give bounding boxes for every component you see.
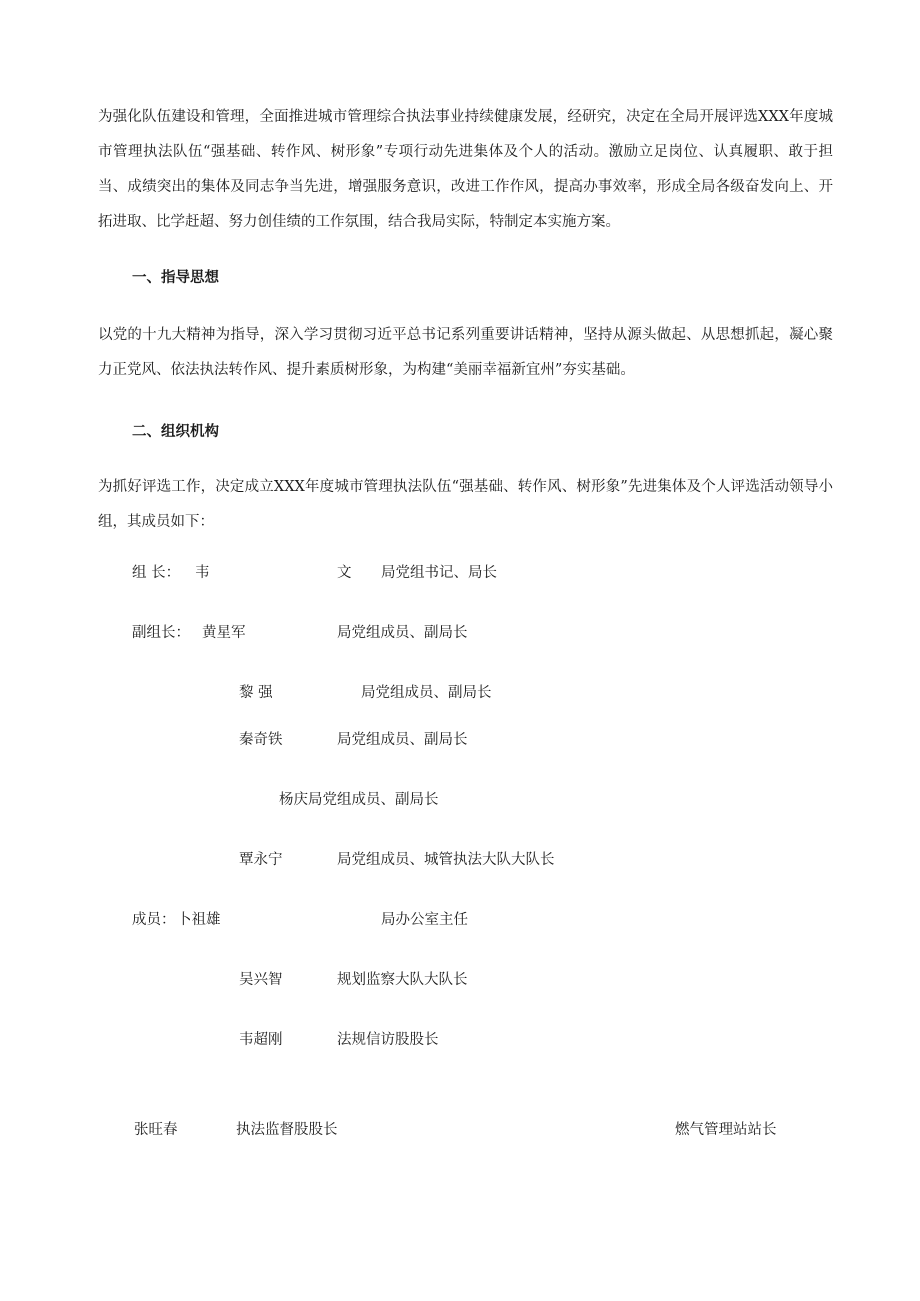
member-role: 法规信访股股长 (337, 1032, 439, 1048)
section-2-body: 为抓好评选工作，决定成立XXX年度城市管理执法队伍“强基础、转作风、树形象”先进集体及个人评选活动领导小组，其成员如下： (98, 479, 833, 530)
deputy-role: 局党组成员、副局长 (337, 625, 468, 641)
member-name: 卜祖雄 (177, 912, 221, 928)
intro-paragraph: 为强化队伍建设和管理，全面推进城市管理综合执法事业持续健康发展，经研究，决定在全局开展评选XXX年度城市管理执法队伍“强基础、转作风、树形象”专项行动先进集体及个人的活动。激励立足岗位、认真履职、敢于担当、成绩突出的集体及同志争当先进，增强服务意识，改进工作作风，提高办事效率，形成全局各级奋发向上、开拓进取、比学赶超、努力创佳绩的工作氛围，结合我局实际，特制定本实施方案。 (98, 109, 833, 230)
member-role: 局办公室主任 (381, 912, 468, 928)
section-1-heading: 一、指导思想 (132, 269, 219, 286)
member-name: 吴兴智 (239, 972, 283, 988)
deputy-role: 局党组成员、城管执法大队大队长 (337, 852, 555, 868)
deputy-name: 覃永宁 (239, 852, 283, 868)
leader-name-first: 韦 (195, 565, 210, 581)
deputy-name: 秦奇铁 (239, 732, 283, 748)
deputy-name: 黄星军 (202, 625, 246, 641)
member-name: 张旺春 (134, 1122, 178, 1138)
section-2-heading: 二、组织机构 (132, 423, 219, 440)
member-role: 执法监督股股长 (236, 1122, 338, 1138)
member-role: 规划监察大队大队长 (337, 972, 468, 988)
member-label: 成员： (132, 912, 176, 928)
deputy-role: 局党组成员、副局长 (361, 685, 492, 701)
deputy-role: 局党组成员、副局长 (337, 732, 468, 748)
deputy-name: 黎 强 (239, 685, 273, 701)
leader-name-second: 文 (337, 565, 352, 581)
section-1-body: 以党的十九大精神为指导，深入学习贯彻习近平总书记系列重要讲话精神，坚持从源头做起、从思想抓起，凝心聚力正党风、依法执法转作风、提升素质树形象，为构建“美丽幸福新宜州”夯实基础。 (98, 327, 833, 378)
leader-label: 组 长： (132, 565, 181, 581)
deputy-role: 局党组成员、副局长 (308, 792, 439, 808)
deputy-label: 副组长： (132, 625, 190, 641)
member-name: 韦超刚 (239, 1032, 283, 1048)
trailing-role: 燃气管理站站长 (675, 1122, 777, 1138)
deputy-name: 杨庆 (279, 792, 308, 808)
leader-role: 局党组书记、局长 (381, 565, 497, 581)
